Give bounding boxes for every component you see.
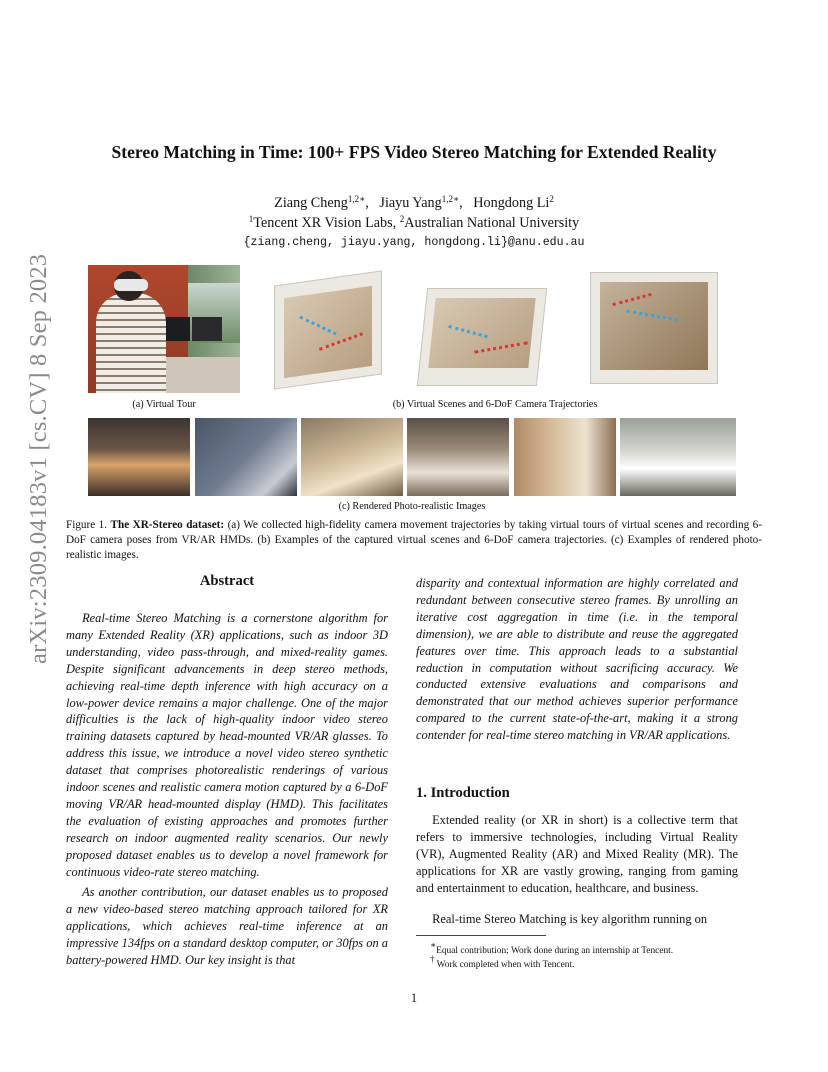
figure-caption-text: (a) We collected high-fidelity camera movement trajectories by taking virtual tours of virtual scenes and recording 6-DoF camera poses from VR/AR HMDs. (b) Examples of the captured virtual scenes and 6-DoF camera trajectories. (c) Examples of rendered photo-realistic images.	[66, 519, 763, 562]
affiliation-mark: 1	[248, 214, 254, 224]
figure-caption-bold: The XR-Stereo dataset:	[110, 519, 225, 531]
footnote-rule	[416, 935, 546, 936]
author-list: Ziang Cheng$^{1,2∗}$, Jiayu Yang$^{1,2∗}$, Hongdong Li$^2$	[274, 194, 554, 211]
author-affiliation-mark: 1,2∗	[347, 194, 366, 204]
virtual-scene-3	[586, 268, 722, 392]
footnote-2	[430, 954, 574, 970]
virtual-scene-1	[268, 268, 390, 392]
affiliation-mark: 2	[399, 214, 405, 224]
author-name: Jiayu Yang	[379, 195, 442, 211]
affiliation-1: Tencent XR Vision Labs,	[253, 215, 400, 231]
paper-title: Stereo Matching in Time: 100+ FPS Video Stereo Matching for Extended Reality	[111, 142, 717, 162]
footnote-mark: †	[430, 954, 435, 964]
rendered-image-6	[620, 418, 736, 496]
author-name: Hongdong Li	[473, 195, 550, 211]
rendered-image-3	[301, 418, 403, 496]
abstract-paragraph-1: Real-time Stereo Matching is a cornerstone algorithm for many Extended Reality (XR) applications, such as indoor 3D understanding, video pass-through, and mixed-reality games. Despite significant advancements in deep stereo methods, achieving real-time depth inference with high accuracy on a low-power device remains a major challenge. One of the major difficulties is the lack of high-quality indoor video stereo training datasets captured by head-mounted VR/AR glasses. To address this issue, we introduce a novel video stereo synthetic dataset that comprises photorealistic renderings of various indoor scenes and realistic camera motion captured by a 6-DoF moving VR/AR head-mounted display (HMD). This facilitates the evaluation of existing approaches and promotes further research on indoor augmented reality scenarios. Our newly proposed dataset enables us to develop a novel framework for continuous video-rate stereo matching.	[66, 611, 388, 879]
virtual-tour-photo	[88, 265, 240, 393]
page-number: 1	[410, 991, 418, 1005]
footnote-text: Work completed when with Tencent.	[434, 960, 575, 970]
affiliations	[60, 214, 768, 232]
caption-a: (a) Virtual Tour	[132, 399, 196, 410]
affiliation-2: Australian National University	[404, 215, 580, 231]
caption-b: (b) Virtual Scenes and 6-DoF Camera Trajectories	[392, 399, 598, 410]
author-affiliation-mark: 1,2∗	[441, 194, 460, 204]
introduction-paragraph-1: Extended reality (or XR in short) is a collective term that refers to immersive technologies, including Virtual Reality (VR), Augmented Reality (AR) and Mixed Reality (MR). The applications for XR are vastly growing, ranging from gaming and entertainment to education, healthcare, and business.	[416, 813, 738, 895]
caption-c: (c) Rendered Photo-realistic Images	[338, 501, 486, 512]
author-name: Ziang Cheng	[274, 195, 348, 211]
arxiv-identifier: arXiv:2309.04183v1 [cs.CV] 8 Sep 2023	[25, 253, 52, 664]
rendered-image-5	[514, 418, 616, 496]
introduction-heading: 1. Introduction	[416, 785, 510, 801]
abstract-paragraph-2: As another contribution, our dataset enables us to proposed a new video-based stereo matching approach tailored for XR applications, which achieves real-time inference at an impressive 134fps on a standard desktop computer, or 30fps on a battery-powered HMD. Our key insight is that	[66, 885, 388, 967]
abstract-paragraph-3: disparity and contextual information are highly correlated and redundant between consecutive stereo frames. By unrolling an iterative cost aggregation in time (i.e. in the temporal dimension), we are able to distribute and reuse the aggregated features over time. This approach leads to a substantial reduction in computation without sacrificing accuracy. We conducted extensive evaluations and comparisons and demonstrated that our method achieves superior performance compared to the current state-of-the-art, making it a strong contender for real-time stereo matching in VR/AR applications.	[416, 576, 738, 743]
rendered-image-4	[407, 418, 509, 496]
rendered-image-2	[195, 418, 297, 496]
footnote-text: Equal contribution; Work done during an internship at Tencent.	[436, 946, 674, 956]
figure-caption	[66, 518, 762, 564]
introduction-paragraph-2: Real-time Stereo Matching is key algorithm running on	[432, 912, 708, 926]
abstract-heading: Abstract	[199, 573, 255, 589]
author-affiliation-mark: 2	[549, 194, 554, 204]
virtual-scene-2	[416, 268, 548, 392]
author-emails: {ziang.cheng, jiayu.yang, hongdong.li}@anu.edu.au	[243, 236, 585, 249]
rendered-image-1	[88, 418, 190, 496]
figure-label: Figure 1.	[66, 519, 108, 531]
footnote-mark: ∗	[430, 940, 437, 950]
